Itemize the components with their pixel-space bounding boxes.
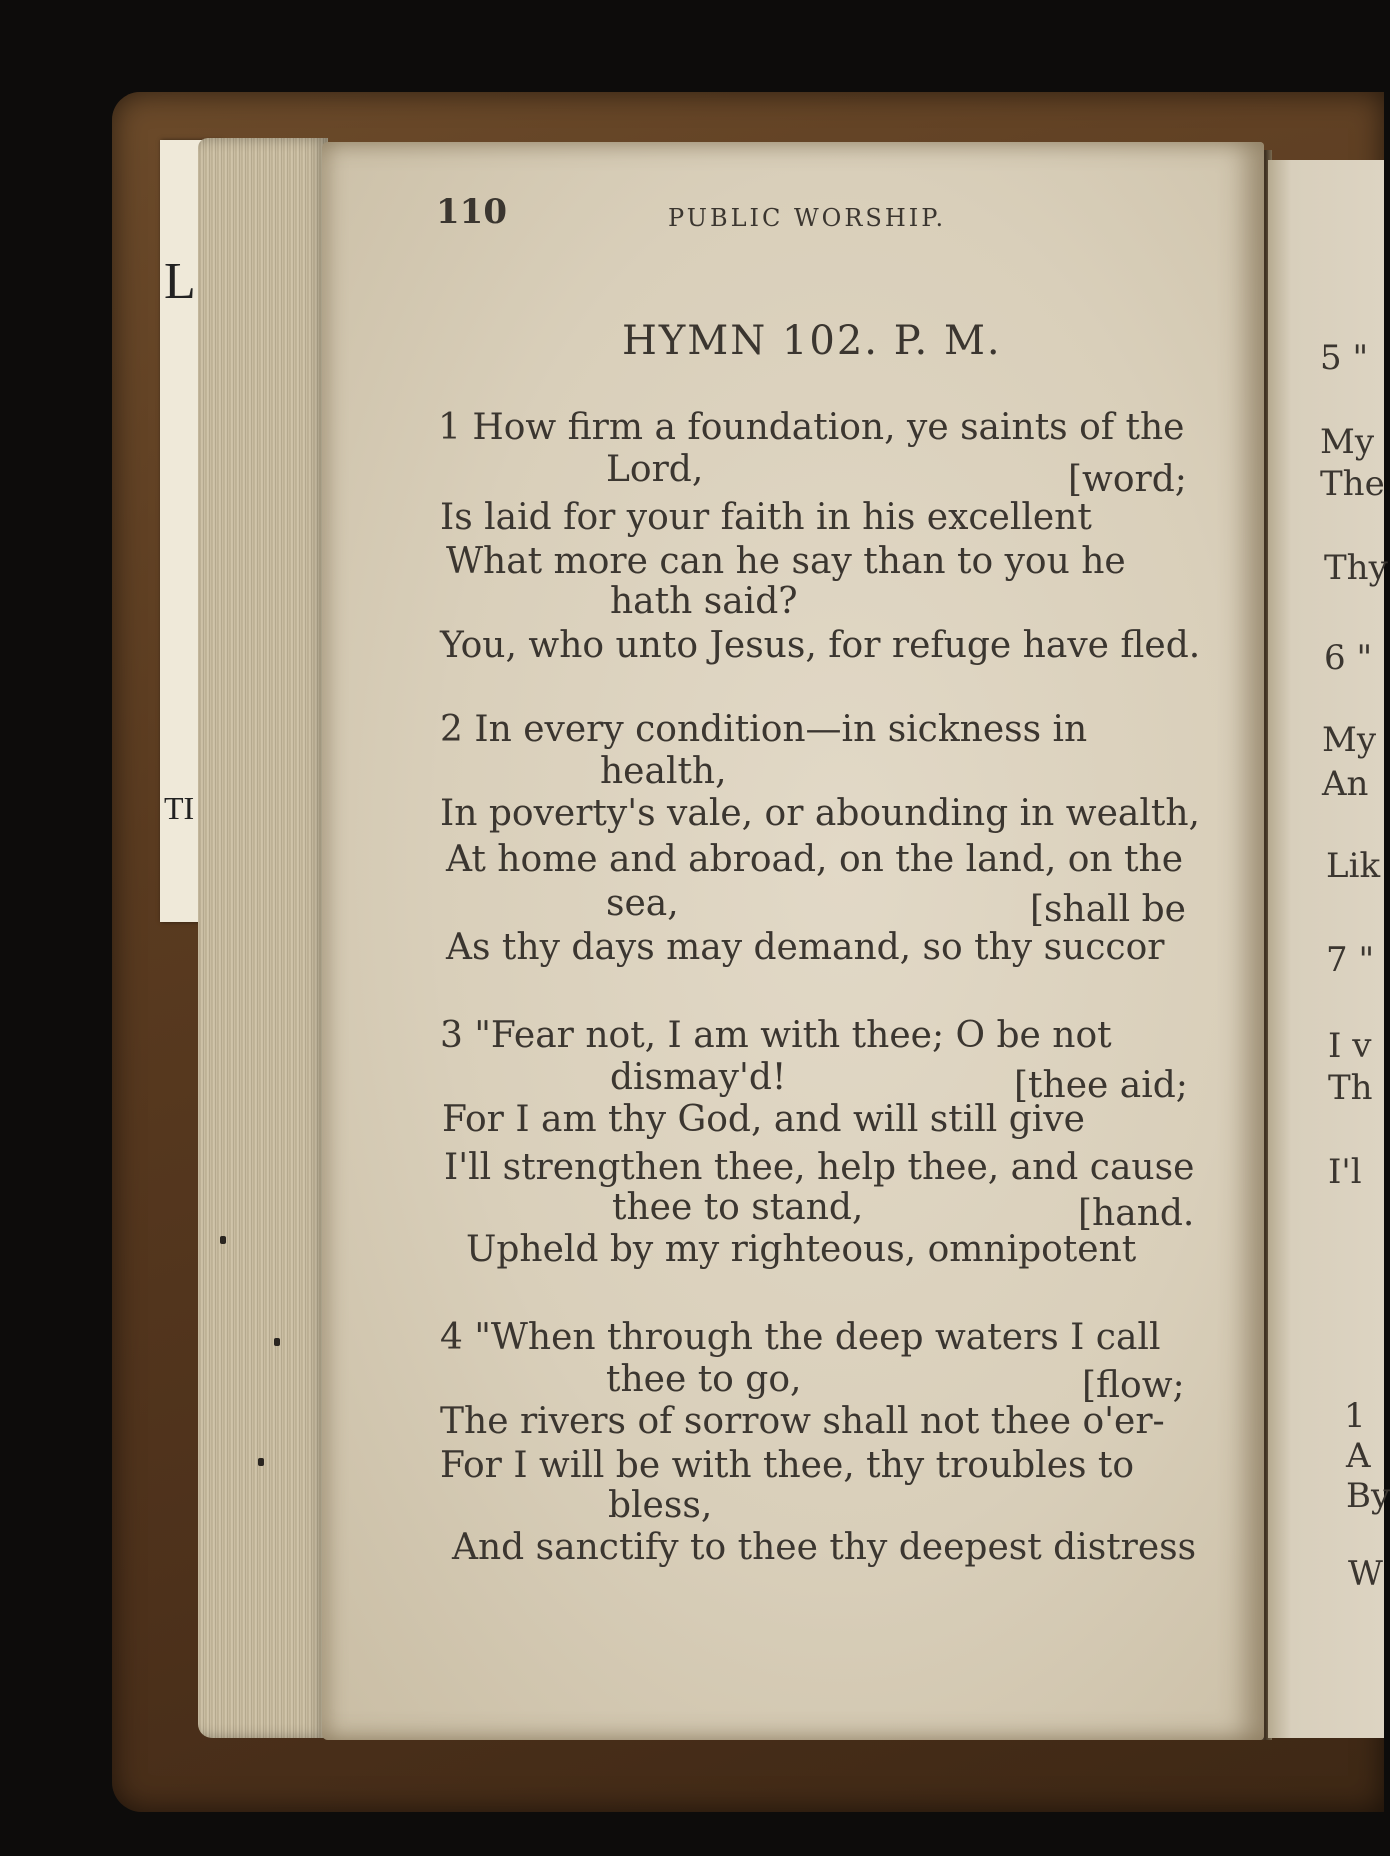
bookmark-text-bottom: TI	[164, 790, 195, 826]
right-fragment-9: 7 "	[1326, 940, 1375, 980]
verse-3-line-7: [hand.	[1078, 1193, 1195, 1234]
verse-3-line-8: Upheld by my righteous, omnipotent	[466, 1229, 1137, 1270]
right-fragment-15: By	[1346, 1476, 1390, 1516]
verse-1-line-5: What more can he say than to you he	[446, 541, 1126, 582]
verse-3-line-5: I'll strengthen thee, help thee, and cause	[444, 1147, 1195, 1188]
verse-4-line-3: [flow;	[1082, 1365, 1185, 1406]
right-fragment-1: 5 "	[1320, 338, 1369, 378]
verse-3-line-4: For I am thy God, and will still give	[442, 1099, 1085, 1140]
verse-4-line-2: thee to go,	[606, 1359, 802, 1400]
verse-2-line-5: sea,	[606, 883, 679, 924]
page-mark	[258, 1458, 264, 1466]
right-fragment-13: 1	[1344, 1396, 1366, 1436]
verse-2-line-1: 2 In every condition—in sickness in	[440, 709, 1088, 750]
verse-4-line-5: For I will be with thee, thy troubles to	[440, 1445, 1135, 1486]
right-page	[1268, 160, 1390, 1738]
verse-3-line-2: dismay'd!	[610, 1057, 787, 1098]
verse-4-line-7: And sanctify to thee thy deepest distress	[452, 1527, 1197, 1568]
verse-4-line-6: bless,	[608, 1485, 713, 1526]
page-mark	[274, 1338, 280, 1346]
right-fragment-2: My	[1320, 422, 1375, 462]
right-fragment-11: Th	[1328, 1068, 1373, 1108]
verse-1-line-1: 1 How firm a foundation, ye saints of the	[438, 407, 1185, 448]
verse-4-line-4: The rivers of sorrow shall not thee o'er-	[440, 1401, 1165, 1442]
verse-2-line-7: As thy days may demand, so thy succor	[446, 927, 1165, 968]
verse-1-line-7: You, who unto Jesus, for refuge have fled.	[440, 625, 1201, 666]
hymn-title: HYMN 102. P. M.	[622, 318, 1002, 364]
verse-3-line-3: [thee aid;	[1014, 1065, 1188, 1106]
page-number: 110	[436, 192, 507, 232]
right-fragment-10: I v	[1328, 1026, 1372, 1066]
right-fragment-8: Lik	[1326, 846, 1381, 886]
page-edges	[198, 138, 328, 1738]
verse-1-line-6: hath said?	[610, 581, 798, 622]
bookmark-text-top: L	[164, 253, 196, 310]
running-head: PUBLIC WORSHIP.	[668, 204, 947, 232]
verse-2-line-4: At home and abroad, on the land, on the	[446, 839, 1183, 880]
right-fragment-12: I'l	[1328, 1152, 1362, 1192]
right-fragment-5: 6 "	[1324, 638, 1373, 678]
verse-2-line-3: In poverty's vale, or abounding in wealth,	[440, 793, 1200, 834]
verse-4-line-1: 4 "When through the deep waters I call	[440, 1317, 1161, 1358]
verse-1-line-3: [word;	[1068, 459, 1187, 500]
verse-1-line-4: Is laid for your faith in his excellent	[440, 497, 1092, 538]
right-fragment-3: The	[1320, 464, 1385, 504]
verse-3-line-1: 3 "Fear not, I am with thee; O be not	[440, 1015, 1112, 1056]
page-mark	[220, 1236, 226, 1244]
verse-2-line-6: [shall be	[1030, 889, 1186, 930]
verse-2-line-2: health,	[600, 751, 727, 792]
right-fragment-6: My	[1322, 720, 1377, 760]
right-fragment-14: A	[1346, 1436, 1371, 1476]
right-fragment-4: Thy	[1324, 548, 1388, 588]
verse-1-line-2: Lord,	[606, 449, 704, 490]
right-fragment-16: W	[1348, 1554, 1383, 1594]
verse-3-line-6: thee to stand,	[612, 1187, 864, 1228]
right-fragment-7: An	[1322, 764, 1369, 804]
